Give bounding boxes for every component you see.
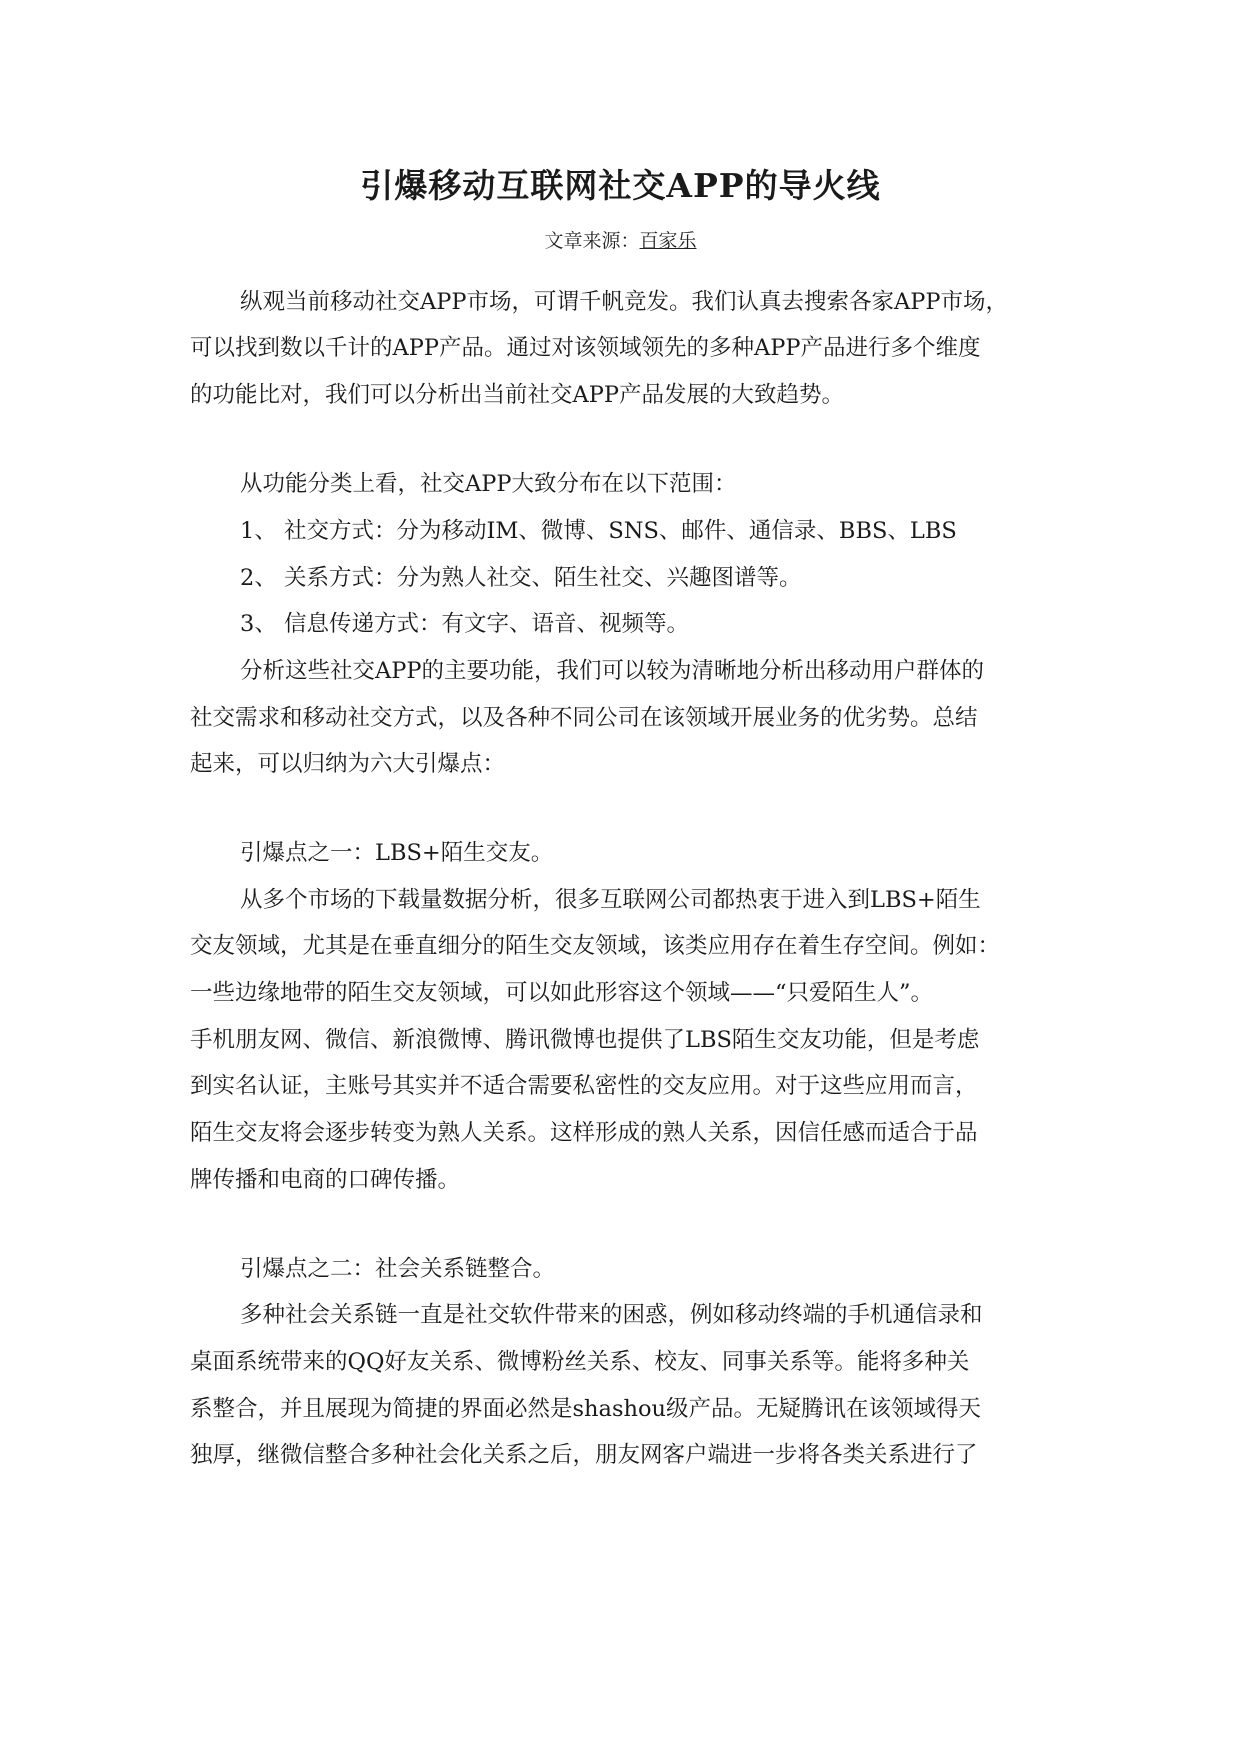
paragraph-line: 桌面系统带来的QQ好友关系、微博粉丝关系、校友、同事关系等。能将多种关	[190, 1349, 970, 1375]
list-item: 3、 信息传递方式：有文字、语音、视频等。	[240, 611, 689, 637]
paragraph-line: 起来，可以归纳为六大引爆点：	[190, 751, 506, 777]
list-item: 2、 关系方式：分为熟人社交、陌生社交、兴趣图谱等。	[240, 565, 802, 591]
source-label: 文章来源：	[544, 230, 640, 252]
paragraph-line: 系整合，并且展现为简捷的界面必然是shashou级产品。无疑腾讯在该领域得天	[190, 1396, 982, 1422]
paragraph-line: 分析这些社交APP的主要功能，我们可以较为清晰地分析出移动用户群体的	[240, 658, 985, 684]
paragraph-line: 牌传播和电商的口碑传播。	[190, 1167, 461, 1193]
paragraph-line: 一些边缘地带的陌生交友领域，可以如此形容这个领域——“只爱陌生人”。	[190, 980, 934, 1006]
paragraph-line: 的功能比对，我们可以分析出当前社交APP产品发展的大致趋势。	[190, 382, 845, 408]
section-heading: 引爆点之一：LBS+陌生交友。	[240, 840, 554, 866]
paragraph-line: 陌生交友将会逐步转变为熟人关系。这样形成的熟人关系，因信任感而适合于品	[190, 1120, 978, 1146]
paragraph-line: 交友领域，尤其是在垂直细分的陌生交友领域，该类应用存在着生存空间。例如：	[190, 933, 1001, 959]
source-link[interactable]: 百家乐	[639, 230, 697, 252]
list-item: 1、 社交方式：分为移动IM、微博、SNS、邮件、通信录、BBS、LBS	[240, 518, 957, 544]
paragraph-line: 可以找到数以千计的APP产品。通过对该领域领先的多种APP产品进行多个维度	[190, 335, 981, 361]
paragraph-line: 从功能分类上看，社交APP大致分布在以下范围：	[240, 471, 737, 497]
source-line	[0, 226, 1241, 253]
paragraph-line: 多种社会关系链一直是社交软件带来的困惑，例如移动终端的手机通信录和	[240, 1302, 983, 1328]
paragraph-line: 从多个市场的下载量数据分析，很多互联网公司都热衷于进入到LBS+陌生	[240, 887, 981, 913]
paragraph-line: 到实名认证，主账号其实并不适合需要私密性的交友应用。对于这些应用而言，	[190, 1073, 978, 1099]
document-title: 引爆移动互联网社交APP的导火线	[360, 166, 881, 205]
paragraph-line: 手机朋友网、微信、新浪微博、腾讯微博也提供了LBS陌生交友功能，但是考虑	[190, 1027, 980, 1053]
paragraph-line: 独厚，继微信整合多种社会化关系之后，朋友网客户端进一步将各类关系进行了	[190, 1442, 978, 1468]
paragraph-line: 社交需求和移动社交方式，以及各种不同公司在该领域开展业务的优劣势。总结	[190, 705, 978, 731]
section-heading: 引爆点之二：社会关系链整合。	[240, 1256, 556, 1282]
paragraph-line: 纵观当前移动社交APP市场，可谓千帆竞发。我们认真去搜索各家APP市场，	[240, 289, 1009, 315]
